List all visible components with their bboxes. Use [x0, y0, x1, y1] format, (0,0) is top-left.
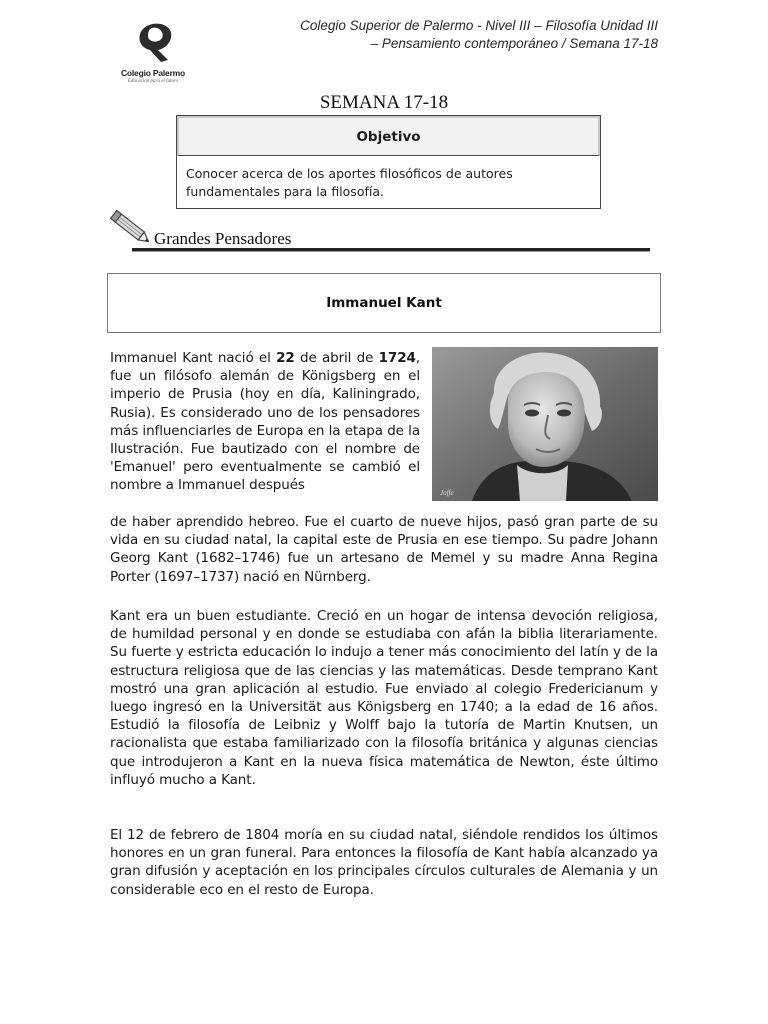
philosopher-name-box	[107, 273, 661, 333]
school-logo	[112, 16, 194, 84]
school-logo-icon	[128, 16, 178, 66]
p1-text-b: de abril de	[294, 350, 379, 366]
week-title: SEMANA 17-18	[319, 92, 449, 113]
document-header	[238, 17, 658, 53]
pencil-icon	[108, 208, 154, 248]
objective-heading: Objetivo	[177, 116, 600, 156]
paragraph-1-continued: de haber aprendido hebreo. Fue el cuarto de nueve hijos, pasó gran parte de su vida en su ciudad natal, la capital este de Prusia en ese tiempo. Su padre Johann Georg Kant (1682–1746) fue un artesano de Memel y su madre Anna Regina Porter (1697–1737) nació en Nürnberg.	[110, 514, 658, 585]
p1-birth-year: 1724	[378, 350, 416, 366]
portrait-caption: Joffe	[440, 489, 454, 497]
objective-text: Conocer acerca de los aportes filosóficos de autores fundamentales para la filosofía.	[186, 166, 513, 199]
paragraph-1-intro	[110, 349, 420, 495]
kant-portrait	[432, 347, 658, 501]
p1-text-c: , fue un filósofo alemán de Königsberg en el imperio de Prusia (hoy en día, Kaliningrado, Rusia). Es considerado uno de los pensadores más influenciarles de Europa en la etapa de la Ilustración. Fue bautizado con el nombre de 'Emanuel' pero eventualmente se cambió el nombre a Immanuel después	[110, 350, 420, 494]
paragraph-2: Kant era un buen estudiante. Creció en un hogar de intensa devoción religiosa, de humildad personal y en donde se estudiaba con afán la biblia literariamente. Su fuerte y estricta educación lo indujo a tener más conocimiento del latín y de la estructura religiosa que de las ciencias y las matemáticas. Desde temprano Kant mostró una gran aplicación al estudio. Fue enviado al colegio Fredericianum y luego ingresó en la Universität aus Königsberg en 1740; a la edad de 16 años. Estudió la filosofía de Leibniz y Wolff bajo la tutoría de Martin Knutsen, un racionalista que estaba familiarizado con la filosofía británica y algunas ciencias que introdujeron a Kant en la nueva física matemática de Newton, éste último influyó mucho a Kant.	[110, 608, 658, 788]
school-logo-tagline: Educación para el futuro	[127, 79, 179, 84]
header-line-2: – Pensamiento contemporáneo / Semana 17-18	[370, 36, 658, 51]
header-line-1: Colegio Superior de Palermo - Nivel III – Filosofía Unidad III	[300, 18, 658, 33]
p1-birth-day: 22	[276, 350, 295, 366]
section-title: Grandes Pensadores	[154, 229, 292, 248]
section-divider	[132, 248, 650, 252]
paragraph-3: El 12 de febrero de 1804 moría en su ciudad natal, siéndole rendidos los últimos honores en un gran funeral. Para entonces la filosofía de Kant había alcanzado ya gran difusión y aceptación en los principales círculos culturales de Alemania y un considerable eco en el resto de Europa.	[110, 827, 658, 898]
p1-text-a: Immanuel Kant nació el	[110, 350, 277, 366]
philosopher-name: Immanuel Kant	[326, 295, 442, 311]
objective-box	[176, 115, 601, 209]
school-logo-name: Colegio Palermo	[120, 68, 186, 78]
